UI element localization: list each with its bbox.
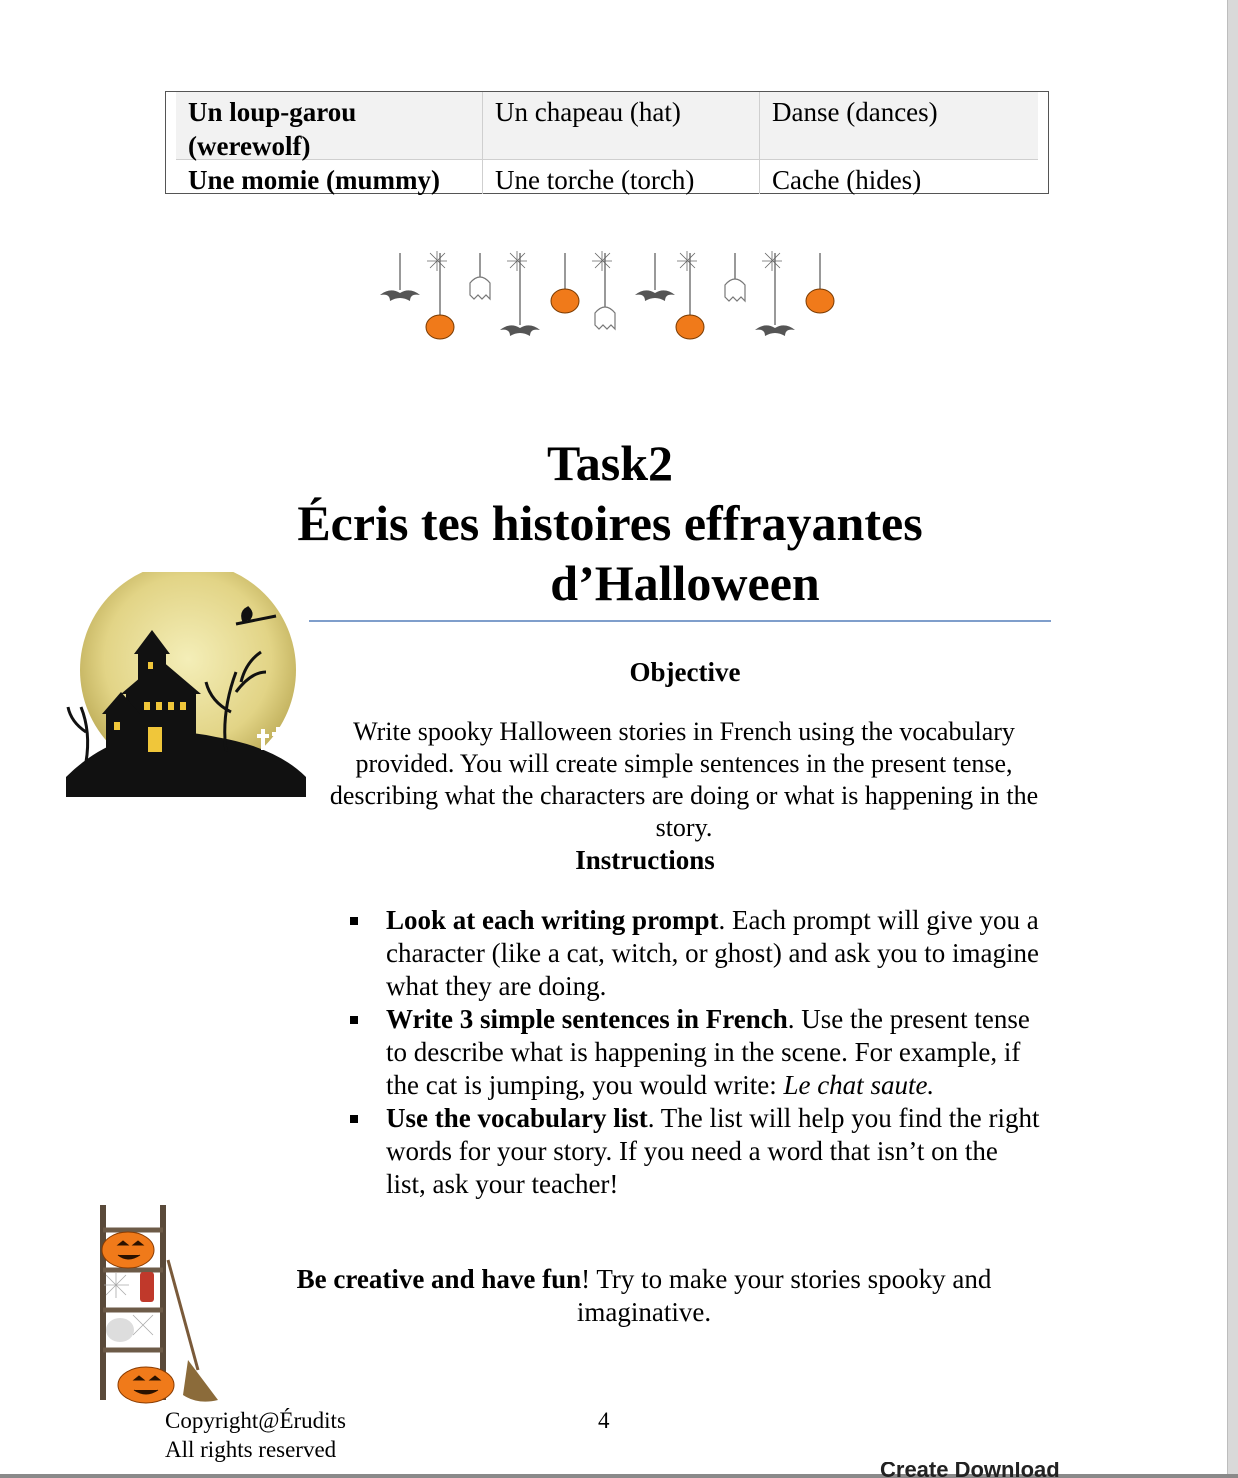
table-cell: Une momie (mummy) — [176, 160, 483, 194]
list-item — [350, 904, 1040, 1003]
table-cell: Une torche (torch) — [483, 160, 760, 194]
table-cell: Danse (dances) — [772, 97, 938, 127]
footer-rights: All rights reserved — [165, 1437, 337, 1462]
list-item — [350, 1102, 1040, 1201]
closing-text — [260, 1263, 1028, 1329]
title-divider — [309, 620, 1051, 622]
bullet-icon — [350, 1115, 358, 1123]
haunted-house-moon-icon — [66, 572, 306, 797]
instructions-list — [350, 904, 1040, 1201]
footer-copyright: Copyright@Érudits — [165, 1408, 346, 1433]
page-edge-scroll-area — [1228, 0, 1238, 1478]
instruction-text: . Each prompt will give you a character (like a cat, witch, or ghost) and ask you to imagine what they are doing. — [386, 905, 1040, 1001]
objective-heading: Objective — [629, 657, 741, 687]
vocabulary-table — [165, 91, 1049, 194]
instruction-bold: Write 3 simple sentences in French — [386, 1004, 788, 1034]
overflow-text: Create Download — [880, 1462, 1060, 1478]
bullet-icon — [350, 1016, 358, 1024]
table-cell: Un loup-garou (werewolf) — [176, 92, 483, 159]
table-cell: Un chapeau (hat) — [483, 92, 760, 159]
table-row — [176, 92, 1038, 160]
table-row — [176, 160, 1038, 194]
bullet-icon — [350, 917, 358, 925]
objective-text: Write spooky Halloween stories in French using the vocabulary provided. You will create simple sentences in the present tense, describing what the characters are doing or what is happening in the story. — [329, 717, 1039, 842]
list-item — [350, 1003, 1040, 1102]
page-title — [260, 433, 960, 613]
instruction-text: . Use the present tense to describe what is happening in the scene. For example, if the cat is jumping, you would write: — [386, 1004, 1030, 1100]
instructions-heading: Instructions — [575, 845, 715, 875]
page-number: 4 — [598, 1408, 610, 1433]
instruction-bold: Look at each writing prompt — [386, 905, 719, 935]
instruction-bold: Use the vocabulary list — [386, 1103, 648, 1133]
instruction-text: . The list will help you find the right words for your story. If you need a word that isn’t on the list, ask your teacher! — [386, 1103, 1040, 1199]
instruction-example: Le chat saute. — [783, 1070, 935, 1100]
halloween-garland-icon — [370, 245, 850, 355]
closing-rest: ! Try to make your stories spooky and imaginative. — [576, 1264, 992, 1327]
title-line-3: d’Halloween — [550, 555, 820, 611]
title-line-1: Task2 — [546, 435, 674, 491]
title-line-2: Écris tes histoires effrayantes — [297, 495, 923, 551]
closing-bold: Be creative and have fun — [296, 1264, 582, 1294]
table-cell: Cache (hides) — [772, 165, 922, 195]
pumpkin-ladder-icon — [88, 1200, 228, 1405]
